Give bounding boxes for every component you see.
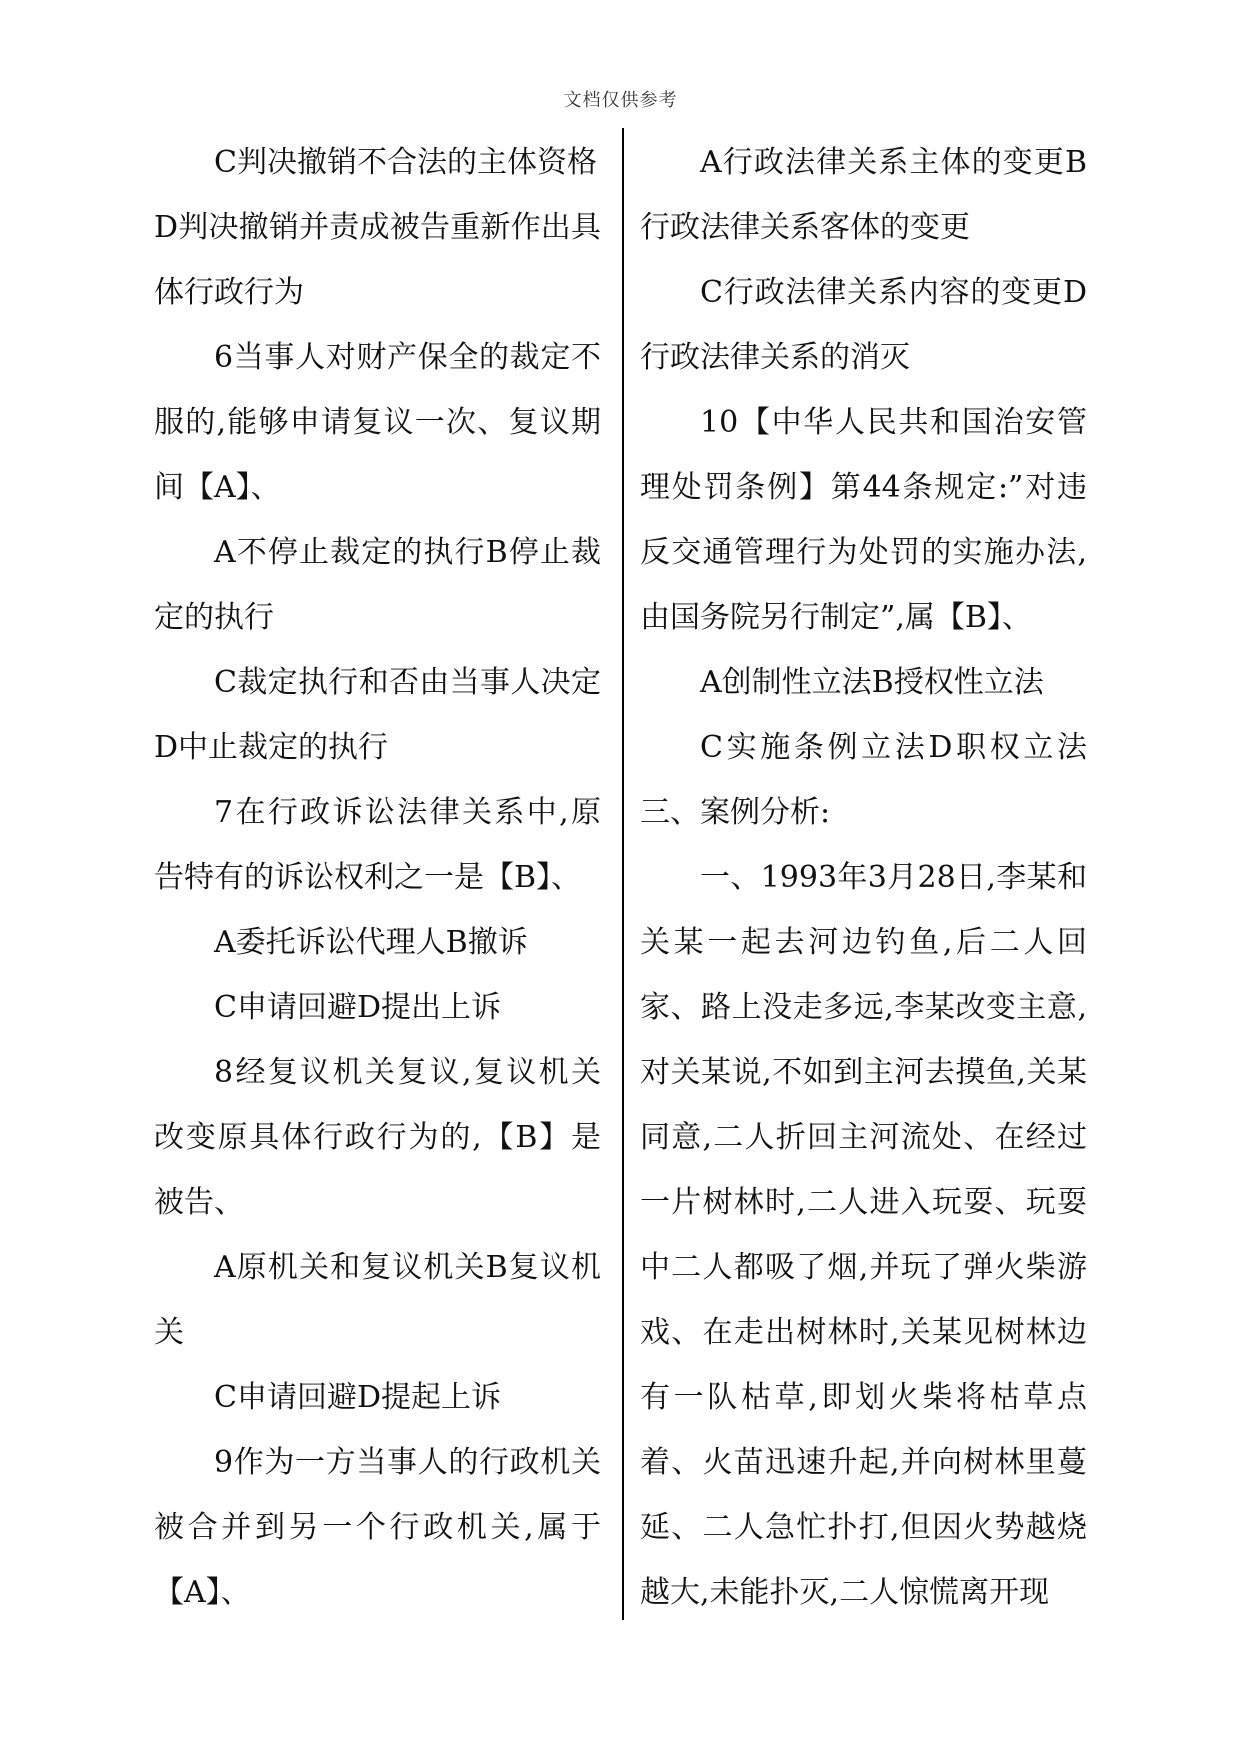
paragraph: C申请回避D提起上诉 [214, 1380, 502, 1415]
paragraph: 10【中华人民共和国治安管理处罚条例】第44条规定:”对违反交通管理行为处罚的实施办法,由国务院另行制定”,属【B】、 [640, 405, 1087, 635]
right-column [640, 130, 1087, 1625]
paragraph: 一、1993年3月28日,李某和关某一起去河边钓鱼,后二人回家、路上没走多远,李某改变主意,对关某说,不如到主河去摸鱼,关某同意,二人折回主河流处、在经过一片树林时,二人进入玩耍、玩耍中二人都吸了烟,并玩了弹火柴游戏、在走出树林时,关某见树林边有一队枯草,即划火柴将枯草点着、火苗迅速升起,并向树林里蔓延、二人急忙扑打,但因火势越烧越大,未能扑灭,二人惊慌离开现 [640, 860, 1087, 1610]
paragraph: A不停止裁定的执行B停止裁定的执行 [154, 535, 601, 635]
paragraph: A委托诉讼代理人B撤诉 [214, 925, 528, 960]
paragraph: 6当事人对财产保全的裁定不服的,能够申请复议一次、复议期间【A】、 [154, 340, 601, 505]
paragraph: C判决撤销不合法的主体资格 [214, 145, 597, 180]
paragraph: C裁定执行和否由当事人决定D中止裁定的执行 [154, 665, 601, 765]
paragraph: 9作为一方当事人的行政机关被合并到另一个行政机关,属于【A】、 [154, 1445, 601, 1610]
paragraph: 7在行政诉讼法律关系中,原告特有的诉讼权利之一是【B】、 [154, 795, 601, 895]
page-header: 文档仅供参考 [563, 90, 678, 111]
left-column [154, 130, 601, 1625]
paragraph: A行政法律关系主体的变更B行政法律关系客体的变更 [640, 145, 1087, 245]
paragraph: C行政法律关系内容的变更D行政法律关系的消灭 [640, 275, 1087, 375]
paragraph: D判决撤销并责成被告重新作出具体行政行为 [154, 210, 601, 310]
paragraph: C实施条例立法D职权立法三、案例分析: [640, 730, 1087, 830]
paragraph: A原机关和复议机关B复议机关 [154, 1250, 601, 1350]
paragraph: A创制性立法B授权性立法 [700, 665, 1044, 700]
paragraph: C申请回避D提出上诉 [214, 990, 502, 1025]
column-divider [622, 128, 624, 1620]
paragraph: 8经复议机关复议,复议机关改变原具体行政行为的,【B】是被告、 [154, 1055, 601, 1220]
